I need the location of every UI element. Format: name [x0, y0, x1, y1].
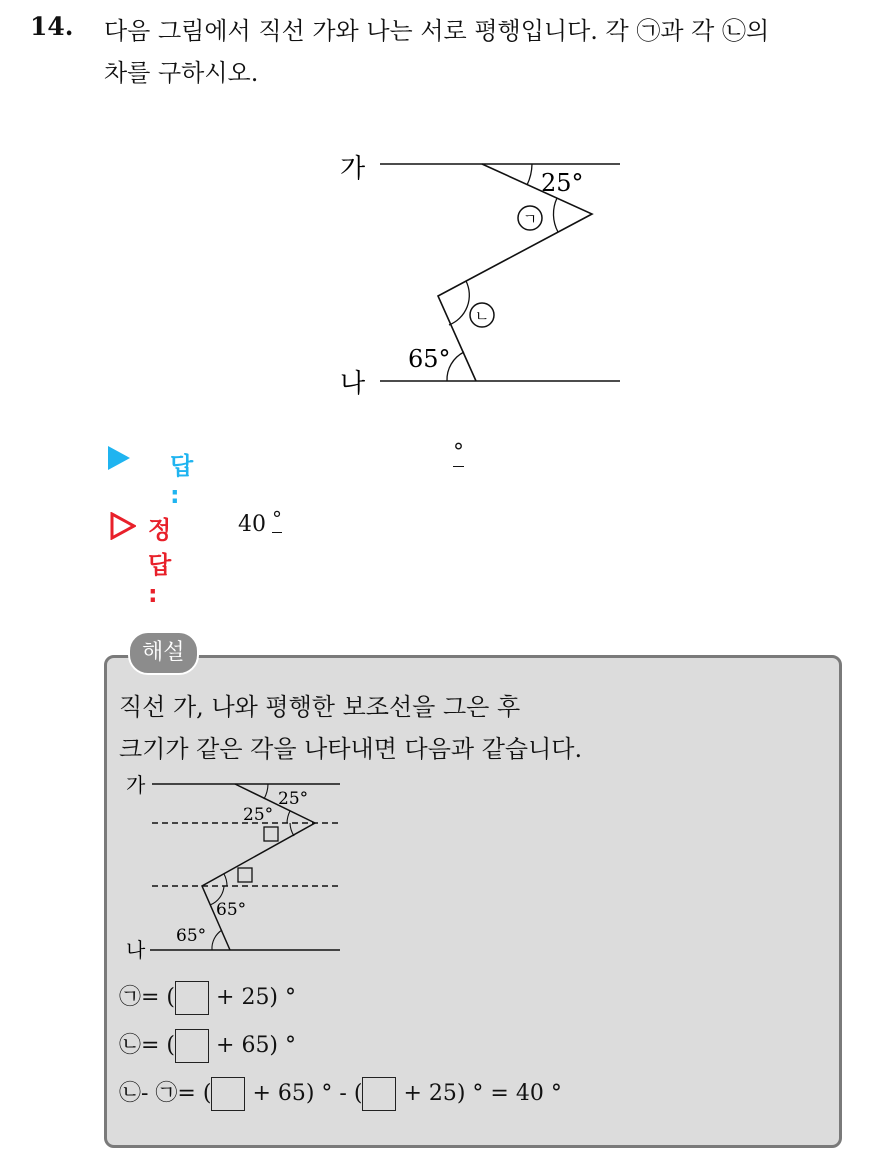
answer-row [108, 440, 464, 509]
sol-arc-6 [212, 930, 222, 950]
eq1-blank-box [175, 981, 209, 1015]
equation-3 [119, 1076, 562, 1111]
eq3-blank-box-1 [211, 1077, 245, 1111]
sol-arc-1 [264, 784, 268, 799]
equation-2 [119, 1028, 296, 1063]
sol-box-1 [264, 827, 278, 841]
main-figure [0, 0, 884, 420]
solution-text [119, 686, 582, 770]
solution-tag: 해설 [128, 631, 199, 675]
solution-line-2: 크기가 같은 각을 나타내면 다음과 같습니다. [119, 735, 583, 763]
eq2-lhs: ㉡= ( [119, 1033, 176, 1058]
sol-angle-65-b: 65° [176, 926, 207, 946]
eq2-rhs: + 65) ° [216, 1033, 297, 1058]
outline-arrow-icon [110, 512, 136, 540]
sol-label-na: 나 [126, 938, 146, 960]
answer-unit: ° [453, 440, 464, 465]
arc-a [553, 198, 558, 232]
mark-b-text: ㄴ [474, 307, 490, 325]
answer-label: 답 : [170, 452, 194, 509]
eq1-lhs: ㉠= ( [119, 985, 176, 1010]
sol-angle-65-a: 65° [216, 900, 247, 920]
question-line-2: 차를 구하시오. [104, 59, 259, 87]
correct-value: 40 [238, 512, 266, 537]
eq1-rhs: + 25) ° [216, 985, 297, 1010]
label-ga: 가 [340, 154, 366, 184]
sol-angle-25-a: 25° [278, 789, 309, 809]
angle-25-label: 25° [541, 169, 584, 197]
sol-arc-3 [290, 823, 294, 836]
eq3-lhs: ㉡- ㉠= ( [119, 1081, 212, 1106]
solution-line-1: 직선 가, 나와 평행한 보조선을 그은 후 [119, 693, 521, 721]
question-number: 14. [30, 12, 74, 41]
eq2-blank-box [175, 1029, 209, 1063]
arc-25 [527, 164, 532, 185]
question-line-1: 다음 그림에서 직선 가와 나는 서로 평행입니다. 각 ㉠과 각 ㉡의 [104, 17, 770, 45]
sol-label-ga: 가 [126, 773, 146, 797]
correct-label: 정답 : [148, 516, 172, 608]
label-na: 나 [340, 369, 366, 399]
sol-arc-4 [224, 874, 227, 886]
eq3-rhs: + 25) ° = 40 ° [403, 1081, 562, 1106]
angle-65-label: 65° [408, 345, 451, 373]
mark-a-text: ㄱ [522, 210, 538, 228]
sol-box-2 [238, 868, 252, 882]
sol-angle-25-b: 25° [243, 805, 274, 825]
correct-unit: ° [272, 507, 282, 531]
eq3-blank-box-2 [362, 1077, 396, 1111]
solution-figure [0, 770, 400, 960]
play-arrow-icon [108, 446, 130, 470]
arc-b [449, 281, 469, 325]
sol-arc-2 [287, 811, 290, 823]
eq3-mid: + 65) ° - ( [252, 1081, 363, 1106]
equation-1 [119, 980, 296, 1015]
